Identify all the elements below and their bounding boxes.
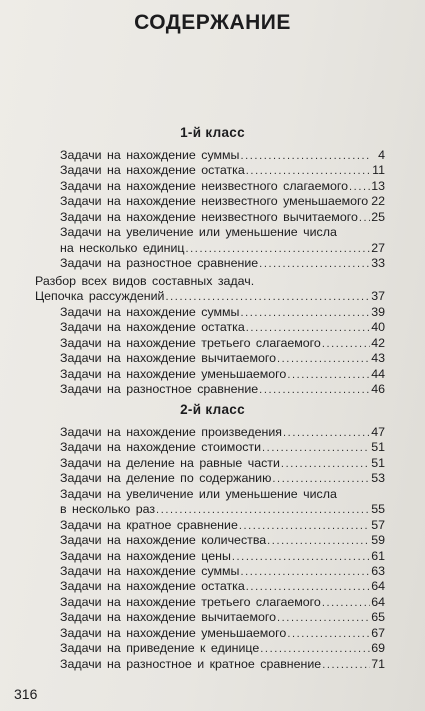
page-number: 316 <box>14 686 38 702</box>
toc-entry <box>60 657 385 672</box>
toc-entry-title: Задачи на нахождение суммы <box>60 148 240 162</box>
toc-entry-title: Задачи на деление по содержанию <box>60 471 272 486</box>
toc-entry-title: Задачи на нахождение произведения <box>60 425 283 439</box>
toc-entry <box>60 179 385 194</box>
leader-dots <box>322 658 370 673</box>
toc-entry <box>60 440 385 455</box>
leader-dots <box>272 472 370 487</box>
toc-entry <box>60 487 385 502</box>
toc-entry-title: Задачи на разностное сравнение <box>60 382 259 397</box>
toc-entry-page: 57 <box>371 517 385 532</box>
toc-entry <box>60 367 385 382</box>
toc-entry-page: 4 <box>378 148 385 162</box>
section-heading-grade-1: 1-й класс <box>180 125 245 140</box>
toc-entry <box>60 148 385 163</box>
leader-dots <box>165 290 370 305</box>
toc-entry-page: 13 <box>371 178 385 193</box>
leader-dots <box>246 164 370 179</box>
toc-entry <box>60 456 385 471</box>
toc-entry <box>60 579 385 594</box>
toc-entry-title: Задачи на нахождение остатка <box>60 163 245 178</box>
toc-entry-page: 63 <box>371 563 385 578</box>
toc-entry-title: Задачи на приведение к единице <box>60 641 260 656</box>
toc-entry-page: 51 <box>371 455 385 470</box>
toc-entry <box>60 533 385 548</box>
toc-entry-page: 40 <box>371 320 385 335</box>
leader-dots <box>260 642 370 657</box>
toc-entry-page: 33 <box>371 256 385 271</box>
toc-entry <box>60 163 385 178</box>
leader-dots <box>246 321 370 336</box>
toc-entry-page: 39 <box>371 304 385 319</box>
leader-dots <box>359 211 370 226</box>
toc-entry-page: 47 <box>371 425 385 439</box>
toc-entry <box>60 194 385 209</box>
toc-entry-page: 55 <box>371 502 385 517</box>
leader-dots <box>246 580 370 595</box>
toc-entry <box>60 305 385 320</box>
toc-entry-page: 64 <box>371 579 385 594</box>
toc-entry <box>60 425 385 440</box>
toc-entry-title: Задачи на нахождение уменьшаемого <box>60 625 287 640</box>
toc-entry <box>60 549 385 564</box>
toc-entry-page: 61 <box>371 548 385 563</box>
toc-entry-title: Задачи на нахождение цены <box>60 548 231 563</box>
leader-dots <box>239 519 370 534</box>
toc-entry-page: 46 <box>371 382 385 397</box>
leader-dots <box>186 242 371 257</box>
toc-entry-page: 27 <box>371 240 385 255</box>
toc-entry-title: Задачи на разностное и кратное сравнение <box>60 656 322 671</box>
toc-entry-page: 69 <box>371 641 385 656</box>
toc-entry-page: 42 <box>371 335 385 350</box>
toc-entry-title: Разбор всех видов составных задач. <box>35 274 255 288</box>
toc-entry-page: 11 <box>372 163 385 178</box>
toc-entry-title: Задачи на разностное сравнение <box>60 256 259 271</box>
toc-entry-title: в несколько раз <box>60 502 156 517</box>
toc-entry-title: Задачи на нахождение количества <box>60 533 267 548</box>
toc-entry-page: 22 <box>371 194 385 209</box>
toc-entry-page: 71 <box>371 656 385 671</box>
leader-dots <box>283 426 370 441</box>
leader-dots <box>322 596 370 611</box>
toc-entry-page: 64 <box>371 594 385 609</box>
toc-entry <box>60 225 385 240</box>
toc-entry-title: Задачи на нахождение стоимости <box>60 440 262 455</box>
leader-dots <box>349 180 370 195</box>
toc-entry <box>35 274 385 289</box>
toc-entry-page: 67 <box>371 625 385 640</box>
toc-entry <box>60 351 385 366</box>
leader-dots <box>369 195 370 210</box>
toc-entry-continuation <box>60 502 385 517</box>
leader-dots <box>287 627 370 642</box>
toc-entry-title: Задачи на увеличение или уменьшение числа <box>60 486 337 501</box>
toc-entry-title: Задачи на нахождение вычитаемого <box>60 351 276 366</box>
toc-entry-page: 65 <box>371 610 385 625</box>
toc-entry-title: Задачи на деление на равные части <box>60 455 280 470</box>
toc-entry-title: Задачи на нахождение третьего слагаемого <box>60 594 321 609</box>
toc-section-analysis <box>0 274 425 398</box>
toc-section-grade-1 <box>0 148 425 272</box>
toc-entry <box>60 564 385 579</box>
toc-entry-page: 25 <box>371 209 385 224</box>
toc-entry <box>60 336 385 351</box>
toc-entry-title: Задачи на нахождение неизвестного уменьшаемого <box>60 194 369 209</box>
leader-dots <box>281 457 370 472</box>
toc-entry-title: Задачи на нахождение неизвестного слагаемого <box>60 178 349 193</box>
toc-entry <box>35 289 385 304</box>
toc-entry <box>60 256 385 271</box>
toc-entry-title: Задачи на нахождение третьего слагаемого <box>60 335 321 350</box>
toc-entry <box>60 641 385 656</box>
leader-dots <box>267 534 370 549</box>
toc-entry <box>60 626 385 641</box>
toc-entry-page: 37 <box>371 289 385 304</box>
toc-entry-page: 53 <box>371 471 385 486</box>
leader-dots <box>240 149 370 164</box>
toc-entry-title: Задачи на нахождение уменьшаемого <box>60 366 287 381</box>
toc-entry <box>60 610 385 625</box>
toc-entry-title: Задачи на нахождение суммы <box>60 304 240 319</box>
leader-dots <box>156 503 370 518</box>
toc-entry <box>60 595 385 610</box>
toc-entry-title: Задачи на нахождение суммы <box>60 563 240 578</box>
leader-dots <box>277 611 370 626</box>
toc-entry-title: Задачи на нахождение неизвестного вычитаемого <box>60 209 358 224</box>
leader-dots <box>259 383 370 398</box>
toc-entry-continuation <box>60 241 385 256</box>
leader-dots <box>240 306 370 321</box>
section-heading-grade-2: 2-й класс <box>180 402 245 417</box>
toc-entry <box>60 382 385 397</box>
toc-entry <box>60 518 385 533</box>
toc-entry-title: Задачи на нахождение остатка <box>60 320 245 335</box>
toc-entry <box>60 471 385 486</box>
leader-dots <box>287 368 370 383</box>
toc-entry-page: 43 <box>371 351 385 366</box>
toc-entry <box>60 210 385 225</box>
toc-entry-page: 59 <box>371 533 385 548</box>
page-title: СОДЕРЖАНИЕ <box>134 11 291 34</box>
toc-entry-page: 51 <box>371 440 385 455</box>
toc-entry-title: Задачи на нахождение остатка <box>60 579 245 594</box>
leader-dots <box>322 337 370 352</box>
toc-entry-title: Цепочка рассуждений <box>35 289 165 304</box>
toc-entry-title: на несколько единиц <box>60 240 185 255</box>
toc-entry-title: Задачи на увеличение или уменьшение числа <box>60 225 337 240</box>
leader-dots <box>259 257 370 272</box>
leader-dots <box>277 352 370 367</box>
toc-entry-title: Задачи на нахождение вычитаемого <box>60 610 276 625</box>
leader-dots <box>232 550 370 565</box>
toc-section-grade-2 <box>0 425 425 672</box>
toc-entry-title: Задачи на кратное сравнение <box>60 517 238 532</box>
toc-entry-page: 44 <box>371 366 385 381</box>
toc-entry <box>60 320 385 335</box>
leader-dots <box>262 441 370 456</box>
leader-dots <box>240 565 370 580</box>
